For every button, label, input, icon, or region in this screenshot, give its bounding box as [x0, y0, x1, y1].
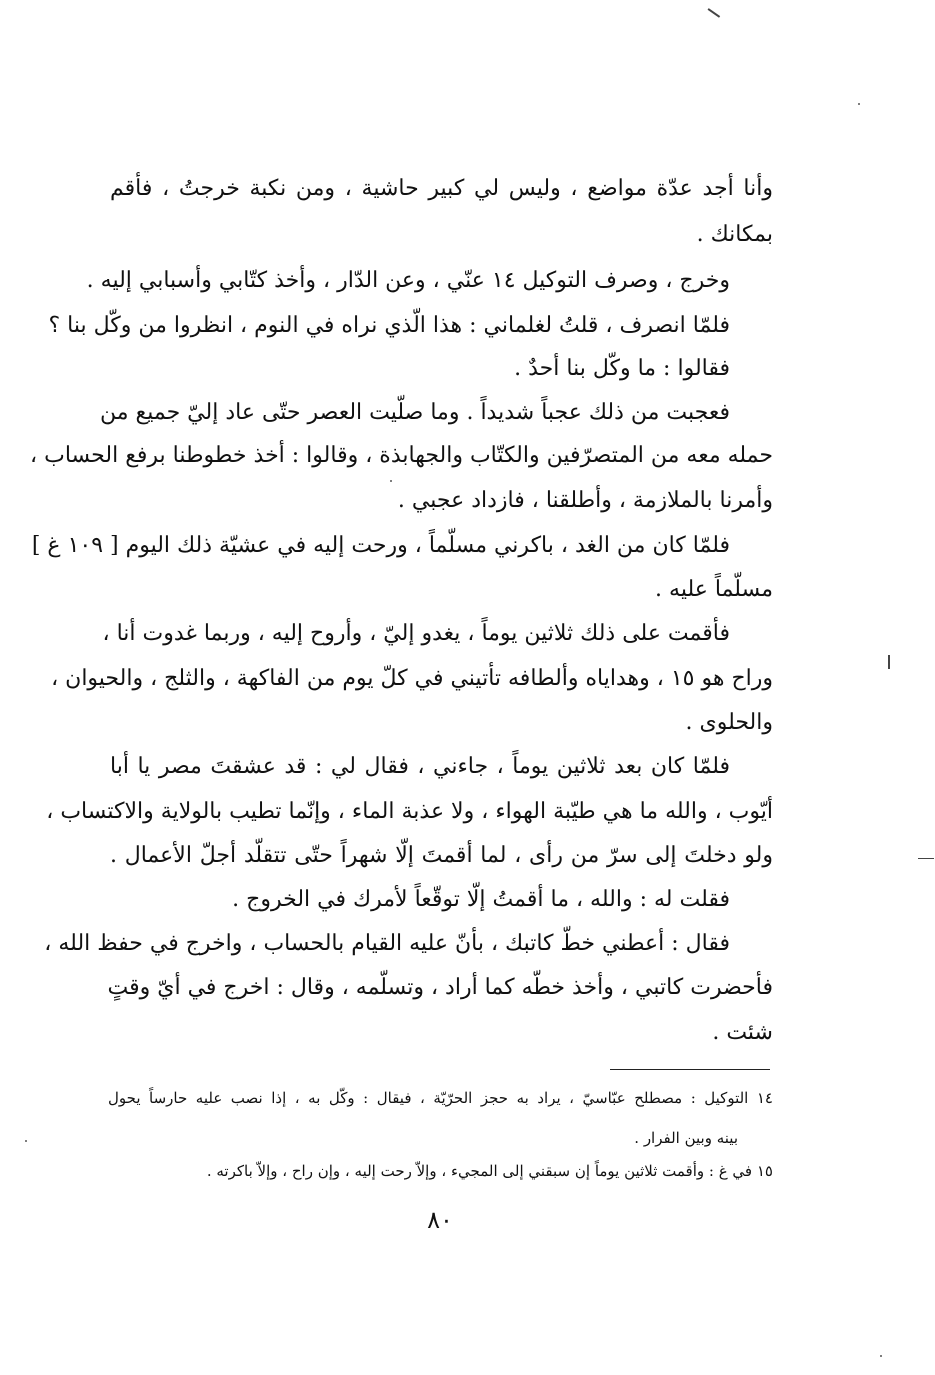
- body-line-16: ولو دخلتَ إلى سرّ من رأى ، لما أقمتَ إلّا شهراً حتّى تتقلّد أجلّ الأعمال .: [110, 843, 773, 868]
- body-line-6: فعجبت من ذلك عجباً شديداً . وما صلّيت العصر حتّى عاد إليّ جميع من: [100, 400, 730, 425]
- scan-speck: [25, 1140, 27, 1142]
- body-line-11: فأقمت على ذلك ثلاثين يوماً ، يغدو إليّ ، وأروح إليه ، وربما غدوت أنا ،: [102, 621, 730, 646]
- scan-speck: [880, 1355, 882, 1357]
- body-line-9: فلمّا كان من الغد ، باكرني مسلّماً ، ورحت إليه في عشيّة ذلك اليوم [ ١٠٩ غ ]: [31, 533, 730, 558]
- scan-mark: [888, 655, 890, 669]
- scan-mark: [708, 8, 720, 17]
- body-line-15: أيّوب ، والله ما هي طيّبة الهواء ، ولا عذبة الماء ، وإنّما تطيب بالولاية والاكتساب ،: [46, 799, 773, 824]
- footnote-14-line-2: بينه وبين الفرار .: [634, 1129, 738, 1147]
- body-line-12: وراح هو ١٥ ، وهداياه وألطافه تأتيني في كلّ يوم من الفاكهة ، والثلج ، والحيوان ،: [51, 666, 773, 691]
- footnote-14-line-1: ١٤ التوكيل : مصطلح عبّاسيّ ، يراد به حجز الحرّيّة ، فيقال : وكّل به ، إذا نصب عليه حارساً يحول: [108, 1089, 773, 1107]
- body-line-14: فلمّا كان بعد ثلاثين يوماً ، جاءني ، فقال لي : قد عشقتَ مصر يا أبا: [110, 754, 730, 779]
- body-line-4: فلمّا انصرف ، قلتُ لغلماني : هذا الّذي نراه في النوم ، انظروا من وكّل بنا ؟: [48, 313, 730, 338]
- scan-speck: [390, 480, 392, 482]
- body-line-19: فأحضرت كاتبي ، وأخذ خطّه كما أراد ، وتسلّمه ، وقال : اخرج في أيّ وقتٍ: [107, 975, 773, 1000]
- scan-mark: [918, 858, 934, 859]
- body-line-18: فقال : أعطني خطّ كاتبك ، بأنّ عليه القيام بالحساب ، واخرج في حفظ الله ،: [44, 931, 730, 956]
- footnote-15: ١٥ في غ : وأقمت ثلاثين يوماً إن سبقني إلى المجيء ، وإلاّ رحت إليه ، وإن راح ، وإلاّ باكرته .: [206, 1162, 773, 1180]
- body-line-17: فقلت له : والله ، ما أقمتُ إلّا توقّعاً لأمرك في الخروج .: [232, 887, 730, 912]
- body-line-20: شئت .: [712, 1020, 773, 1045]
- scan-speck: [858, 103, 860, 105]
- body-line-13: والحلوى .: [685, 710, 773, 735]
- body-line-3: وخرج ، وصرف التوكيل ١٤ عنّي ، وعن الدّار ، وأخذ كتّابي وأسبابي إليه .: [86, 268, 730, 293]
- body-line-7: حمله معه من المتصرّفين والكتّاب والجهابذة ، وقالوا : أخذ خطوطنا برفع الحساب ،: [30, 443, 773, 468]
- footnote-rule: [610, 1069, 770, 1070]
- page-number: ٨٠: [427, 1206, 453, 1234]
- body-line-5: فقالوا : ما وكّل بنا أحدٌ .: [514, 356, 730, 381]
- body-line-2: بمكانك .: [696, 222, 773, 247]
- body-line-1: وأنا أجد عدّة مواضع ، وليس لي كبير حاشية ، ومن نكبة خرجتُ ، فأقم: [110, 176, 773, 201]
- body-line-8: وأمرنا بالملازمة ، وأطلقنا ، فازداد عجبي .: [397, 488, 773, 513]
- body-line-10: مسلّماً عليه .: [655, 577, 773, 602]
